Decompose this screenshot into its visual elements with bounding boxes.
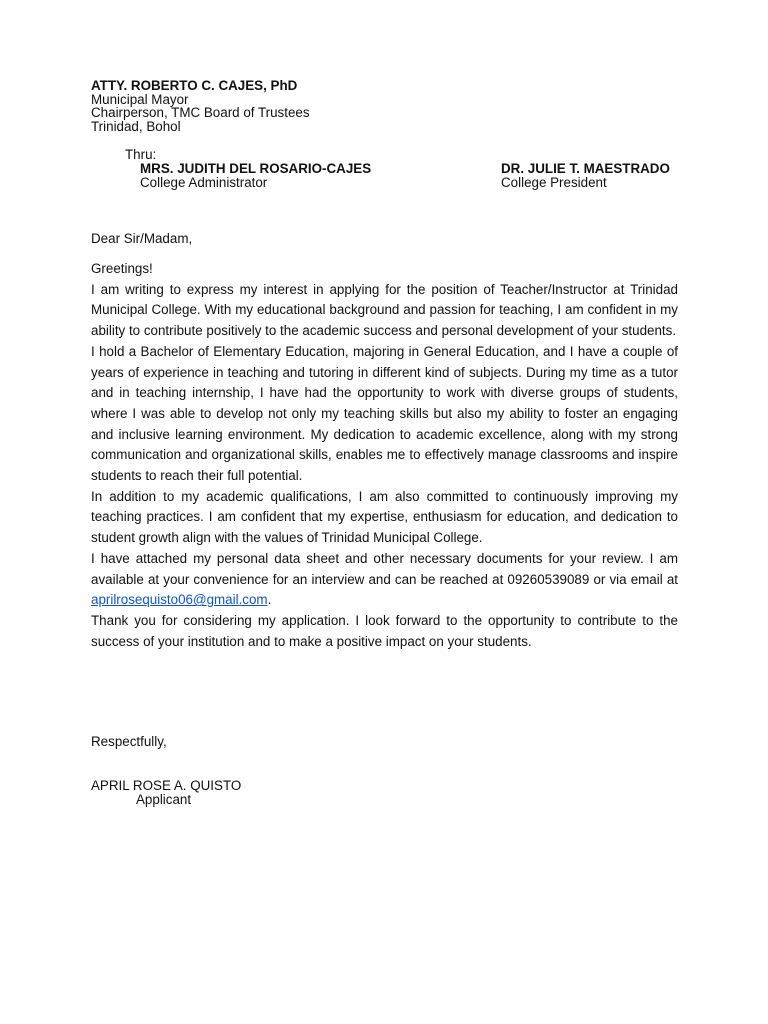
body-paragraph-commitment: In addition to my academic qualifications, I am also committed to continuously improving my teaching practices. I am confident that my expertise, enthusiasm for education, and dedication to student growth align with the values of Trinidad Municipal College.	[91, 488, 678, 546]
thru-president-name: DR. JULIE T. MAESTRADO	[501, 161, 670, 176]
body-paragraph-intro: I am writing to express my interest in applying for the position of Teacher/Instructor at Trinidad Municipal College. With my educational background and passion for teaching, I am confident in my ability to contribute positively to the academic success and personal development of your students.	[91, 281, 678, 339]
body-paragraph-background: I hold a Bachelor of Elementary Education, majoring in General Education, and I have a couple of years of experience in teaching and tutoring in different kind of subjects. During my time as a tutor and in teaching internship, I have had the opportunity to work with diverse groups of students, where I was able to develop not only my teaching skills but also my ability to foster an engaging and inclusive learning environment. My dedication to academic excellence, along with my strong communication and organizational skills, enables me to effectively manage classrooms and inspire students to reach their full potential.	[91, 343, 678, 484]
signature-block	[91, 779, 241, 806]
recipient-address: Trinidad, Bohol	[91, 119, 181, 135]
thru-recipient-administrator	[140, 162, 371, 189]
letter-body	[91, 259, 678, 652]
thru-president-title: College President	[501, 174, 607, 190]
thru-administrator-title: College Administrator	[140, 174, 268, 190]
contact-text-end: .	[267, 592, 272, 608]
signer-name: APRIL ROSE A. QUISTO	[91, 778, 242, 793]
body-paragraph-contact	[91, 549, 678, 611]
recipient-title-chairperson: Chairperson, TMC Board of Trustees	[91, 105, 310, 121]
email-link[interactable]: aprilrosequisto06@gmail.com	[91, 592, 268, 608]
recipient-name: ATTY. ROBERTO C. CAJES, PhD	[91, 78, 298, 93]
contact-text: I have attached my personal data sheet and other necessary documents for your review. I am available at your convenience for an interview and can be reached at 09260539089 or via email at	[91, 550, 678, 587]
thru-administrator-name: MRS. JUDITH DEL ROSARIO-CAJES	[140, 161, 372, 176]
recipient-block	[91, 79, 678, 134]
signer-role: Applicant	[136, 791, 192, 807]
closing: Respectfully,	[91, 734, 167, 749]
greeting: Greetings!	[91, 261, 153, 276]
body-paragraph-thanks: Thank you for considering my application. I look forward to the opportunity to contribute to the success of your institution and to make a positive impact on your students.	[91, 612, 678, 649]
salutation: Dear Sir/Madam,	[91, 231, 193, 246]
recipient-title-mayor: Municipal Mayor	[91, 91, 189, 107]
thru-recipient-president	[501, 162, 670, 189]
thru-label: Thru:	[125, 147, 157, 162]
